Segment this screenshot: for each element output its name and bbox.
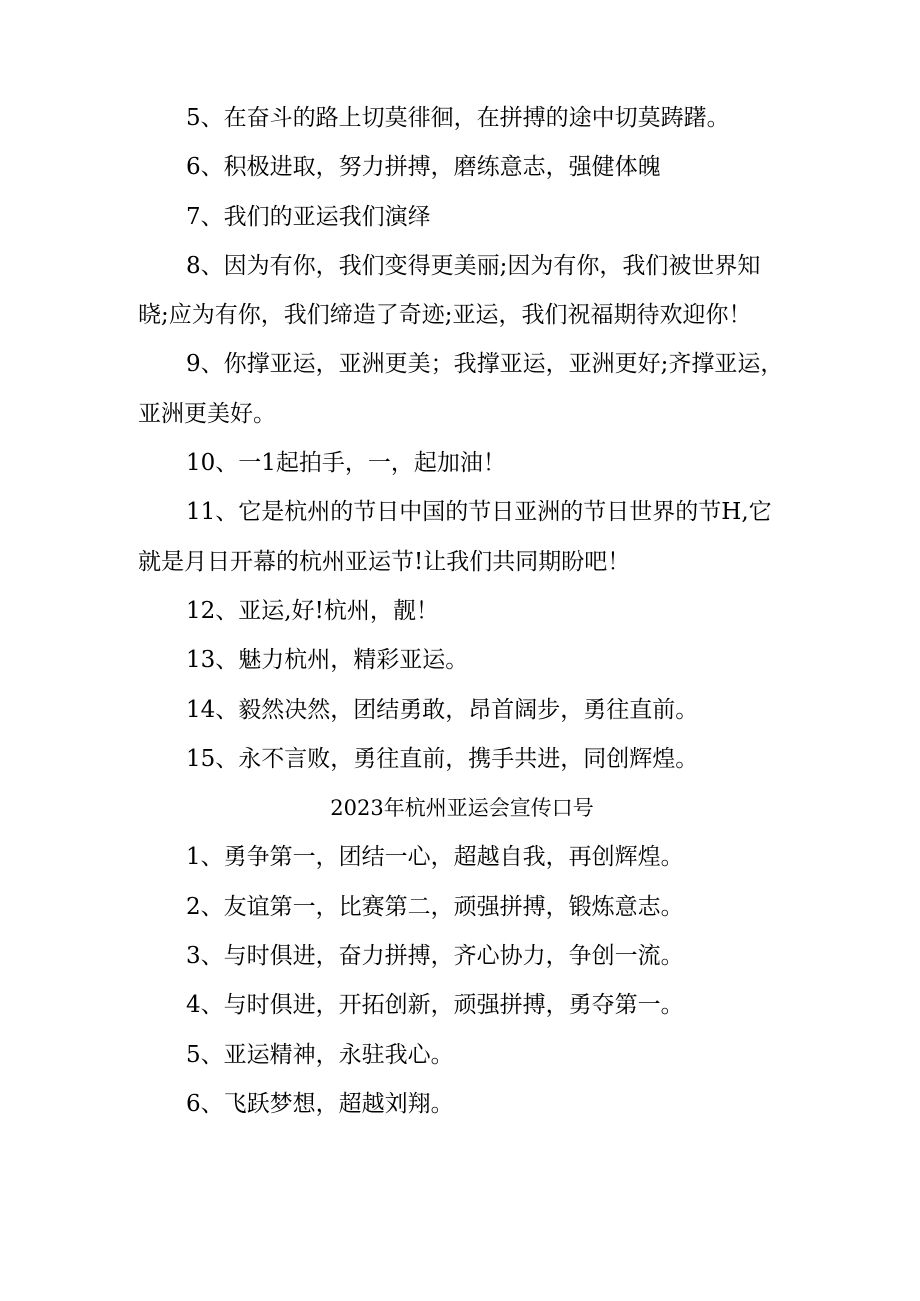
slogan-item: 5、在奋斗的路上切莫徘徊，在拼搏的途中切莫踌躇。 <box>186 105 730 131</box>
slogan-item: 6、飞跃梦想，超越刘翔。 <box>186 1090 454 1117</box>
slogan-item: 3、与时俱进，奋力拼搏，齐心协力，争创一流。 <box>186 943 684 970</box>
slogan-item: 15、永不言败，勇往直前，携手共进，同创辉煌。 <box>186 745 699 772</box>
slogan-item: 2、友谊第一，比赛第二，顽强拼搏，锻炼意志。 <box>186 893 684 920</box>
slogan-item: 14、毅然决然，团结勇敢，昂首阔步，勇往直前。 <box>186 696 699 723</box>
slogan-item: 1、勇争第一，团结一心，超越自我，再创辉煌。 <box>186 844 684 871</box>
slogan-item: 12、亚运,好!杭州，靓！ <box>186 597 439 624</box>
slogan-item: 13、魅力杭州，精彩亚运。 <box>186 647 469 674</box>
slogan-item: 5、亚运精神，永驻我心。 <box>186 1041 454 1068</box>
slogan-item: 4、与时俱进，开拓创新，顽强拼搏，勇夺第一。 <box>186 992 684 1019</box>
slogan-item: 6、积极进取，努力拼搏，磨练意志，强健体魄 <box>186 154 661 181</box>
slogan-item: 8、因为有你，我们变得更美丽;因为有你，我们被世界知晓;应为有你，我们缔造了奇迹;亚运，我们祝福期待欢迎你！ <box>138 252 761 329</box>
slogan-item: 11、它是杭州的节日中国的节日亚洲的节日世界的节H,它就是月日开幕的杭州亚运节!让我们共同期盼吧！ <box>138 499 772 575</box>
slogan-item: 7、我们的亚运我们演绎 <box>186 203 431 230</box>
slogan-item: 10、一1起拍手，一，起加油！ <box>186 450 506 477</box>
slogan-item: 9、你撑亚运，亚洲更美；我撑亚运，亚洲更好;齐撑亚运，亚洲更美好。 <box>138 351 784 427</box>
section-title: 2023年杭州亚运会宣传口号 <box>330 796 594 821</box>
document-body <box>138 94 786 1129</box>
